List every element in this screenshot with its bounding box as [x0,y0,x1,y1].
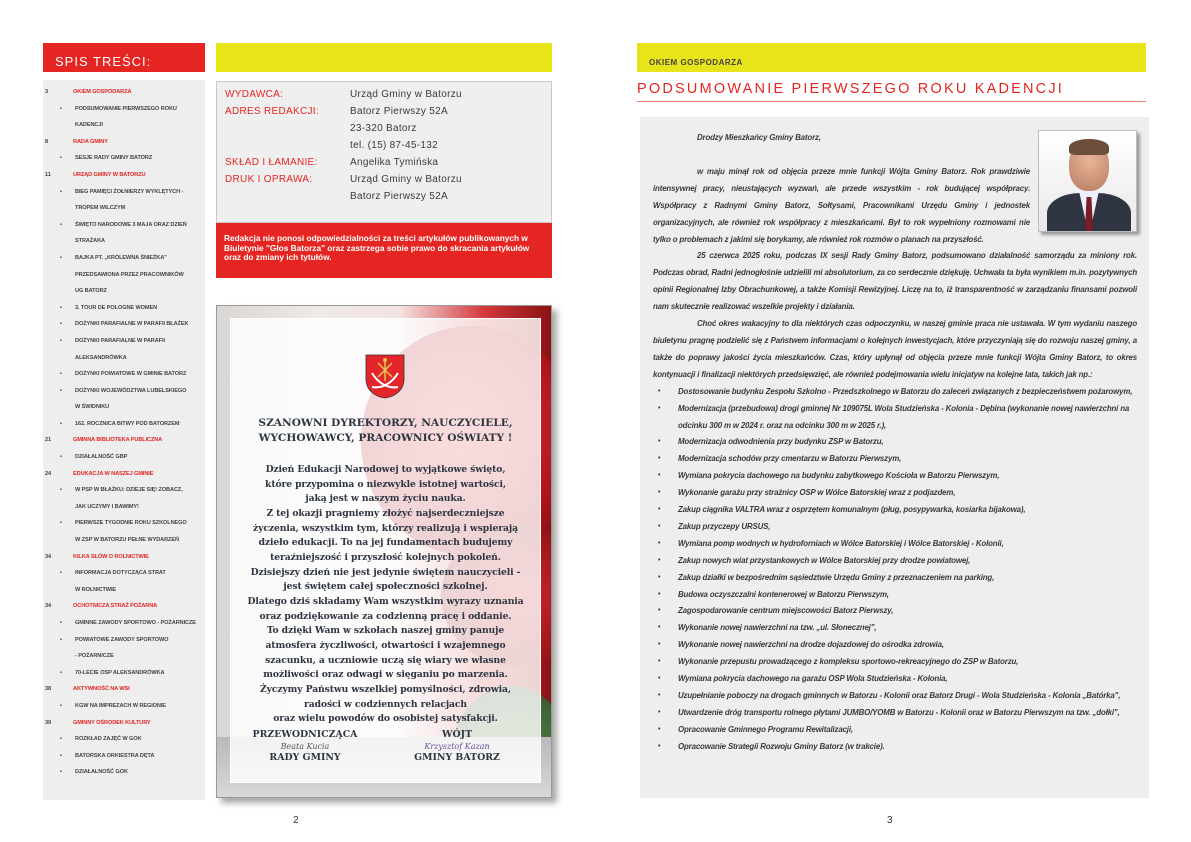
toc-item [43,399,205,416]
toc-section-title: OCHOTNICZA STRAŻ POŻARNA [73,603,158,610]
imprint-box [216,81,552,223]
toc-section-title: AKTYWNOŚĆ NA WSI [73,686,130,693]
page-number: 3 [887,815,893,826]
toc-item-text: KGW NA IMPREZACH W REGIONIE [75,702,166,709]
investment-list [650,384,1137,756]
list-item: • Wymiana pokrycia dachowego na garażu OSP Wola Studzieńska - Kolonia, [650,671,1137,688]
toc-item [43,698,205,715]
bullet-icon: • [60,570,62,577]
toc-item [43,200,205,217]
toc-item [43,565,205,582]
bullet-icon: • [60,752,62,759]
imprint-label: ADRES REDAKCJI: [225,106,319,117]
toc-item-text: GMINNE ZAWODY SPORTOWO - POŻARNICZE [75,620,196,626]
bullet-icon: • [60,702,62,709]
toc-item-text: ALEKSANDRÓWKA [75,354,127,361]
imprint-row [225,171,551,188]
toc-item-text: PRZEDSAWIONA PRZEZ PRACOWNIKÓW [75,271,184,278]
toc-section-title: OKIEM GOSPODARZA [73,89,132,95]
toc-item [43,217,205,234]
list-item: • Zakup nowych wiat przystankowych w Wólce Batorskiej przy drodze powiatowej, [650,553,1137,570]
list-item: • Uzupełnianie poboczy na drogach gminnych w Batorzu - Kolonii oraz Batorz Drugi - Wola Studzieńska - Kolonia „Batórka", [650,688,1137,705]
toc-section [43,134,205,151]
list-item: • Wykonanie garażu przy strażnicy OSP w Wólce Batorskiej wraz z podjazdem, [650,485,1137,502]
toc-item-text: - POŻARNICZE [75,653,114,660]
toc-item [43,665,205,682]
toc-page-number: 38 [45,686,52,693]
toc-item [43,582,205,599]
toc-item-text: INFORMACJA DOTYCZĄCA STRAT [75,570,166,577]
toc-item-text: BIEG PAMIĘCI ŻOŁNIERZY WYKLĘTYCH - [75,188,184,195]
toc-item-text: DZIAŁALNOŚĆ GBP [75,454,128,461]
imprint-value: Urząd Gminy w Batorzu [350,89,462,100]
list-item: • Dostosowanie budynku Zespołu Szkolno - Przedszkolnego w Batorzu do zaleceń związanych z bezpieczeństwem pożarowym, [650,384,1137,401]
imprint-value: Angelika Tymińska [350,157,439,168]
body-line: dzieło edukacji. To na jej fundamentach budujemy [258,537,513,549]
paragraph: Choć okres wakacyjny to dla niektórych czas odpoczynku, w naszej gminie praca nie ustawała. W tym wydaniu naszego biuletynu pragnę podzielić się z Państwem informacjami o kolejnych inwestycjach, które przyczyniają się do rozwoju naszej gminy, a także do poprawy jakości życia mieszkańców. Czas, który upłynął od objęcia przeze mnie funkcji Wójta Gminy Batorz, to okres kontynuacji i finalizacji niektórych przedsięwzięć, ale również podejmowania wielu inicjatyw na kolejne lata, takich jak np.: [653,319,1137,379]
toc-item [43,731,205,748]
imprint-row [225,86,551,103]
toc-item [43,283,205,300]
toc-page-number: 11 [45,171,51,178]
toc-item-text: BATORSKA ORKIESTRA DĘTA [75,752,155,759]
toc-item [43,350,205,367]
toc-item [43,233,205,250]
toc-item-text: PODSUMOWANIE PIERWSZEGO ROKU [75,105,177,112]
toc-section [43,715,205,732]
toc-item-text: 162. ROCZNICA BITWY POD BATORZEM [75,420,180,427]
signature: Beata Kucia [280,742,330,751]
list-item: • Utwardzenie dróg transportu rolnego płytami JUMBO/YOMB w Batorzu - Kolonii oraz w Batorzu Pierwszym na tzw. „dołki", [650,705,1137,722]
toc-item [43,615,205,632]
card-heading [231,416,540,446]
bullet-icon: • [60,669,62,676]
signature-mayor [387,729,527,764]
bullet-icon: • [60,254,62,261]
imprint-row [225,120,551,137]
imprint-value: tel. (15) 87-45-132 [350,140,438,151]
bullet-icon: • [60,636,62,643]
toc-item-text: STRAŻAKA [75,238,105,245]
body-line: oraz wielu powodów do osobistej satysfakcji. [273,713,498,725]
heading-line: SZANOWNI DYREKTORZY, NAUCZYCIELE, [258,417,513,429]
toc-item [43,366,205,383]
toc-item-text: ROZKŁAD ZAJĘĆ W GOK [75,736,142,743]
toc-item [43,515,205,532]
toc-item-text: DOŻYNKI PARAFIALNE W PARAFII BŁAŻEK [75,321,189,328]
toc-section [43,549,205,566]
bullet-icon: • [60,304,62,311]
body-line: oraz podziękowanie za codzienną pracę i oddanie. [259,610,512,622]
bullet-icon: • [60,620,62,626]
toc-page-number: 21 [45,437,52,444]
list-item: • Modernizacja (przebudowa) drogi gminnej Nr 109075L Wola Studzieńska - Kolonia - Dębina (wykonanie nowej nawierzchni na odcinku 300 m w 2024 r. oraz na odcinku 300 m w 2025 r.), [650,401,1137,435]
toc-item-text: ŚWIĘTO NARODOWE 3 MAJA ORAZ DZIEŃ [75,221,187,228]
sig-title: PRZEWODNICZĄCA [252,729,358,740]
toc-item [43,150,205,167]
toc-item-text: BAJKA PT. „KRÓLEWNA ŚNIEŻKA" [75,254,167,261]
toc-item-text: DOŻYNKI PARAFIALNE W PARAFII [75,337,165,344]
toc-section-title: GMINNA BIBLIOTEKA PUBLICZNA [73,437,163,444]
toc-item-text: POWIATOWE ZAWODY SPORTOWO [75,636,169,643]
toc-item-text: UG BATORZ [75,288,107,295]
toc-item-text: 3. TOUR DE POLOGNE WOMEN [75,304,158,311]
toc-section [43,598,205,615]
bullet-icon: • [60,420,62,427]
toc-item-text: DOŻYNKI POWIATOWE W GMINIE BATORZ [75,371,187,378]
toc-item [43,117,205,134]
list-item: • Wykonanie przepustu prowadzącego z kompleksu sportowo-rekreacyjnego do ZSP w Batorzu, [650,654,1137,671]
body-line: To dzięki Wam w szkołach naszej gminy panuje [266,625,505,637]
toc-item [43,383,205,400]
toc-section [43,167,205,184]
toc-item-text: DOŻYNKI WOJEWÓDZTWA LUBELSKIEGO [75,387,187,394]
bullet-icon: • [60,487,62,494]
list-item: • Zagospodarowanie centrum miejscowości Batorz Pierwszy, [650,603,1137,620]
body-line: jaką jest w naszym życiu nauka. [305,493,466,505]
body-line: teraźniejszość i przyszłość kolejnych pokoleń. [270,551,501,563]
toc-item [43,333,205,350]
bullet-icon: • [60,337,62,344]
toc-page-number: 8 [45,138,49,145]
toc-section [43,466,205,483]
list-item: • Opracowanie Gminnego Programu Rewitalizacji, [650,722,1137,739]
imprint-row [225,154,551,171]
list-item: • Zakup ciągnika VALTRA wraz z osprzętem komunalnym (pług, posypywarka, kosiarka bijakowa), [650,502,1137,519]
toc-item [43,532,205,549]
toc-section-title: RADA GMINY [73,138,108,145]
imprint-value: 23-320 Batorz [350,123,417,134]
body-line: atmosfera życzliwości, otwartości i wzajemnego [265,639,506,651]
list-item: • Modernizacja schodów przy cmentarzu w Batorzu Pierwszym, [650,451,1137,468]
list-item: • Wykonanie nowej nawierzchni na tzw. „ul. Słonecznej", [650,620,1137,637]
toc-item-text: W ZSP W BATORZU PEŁNE WYDARZEŃ [75,537,179,544]
toc-item [43,632,205,649]
article-title: PODSUMOWANIE PIERWSZEGO ROKU KADENCJI [637,80,1146,102]
body-line: szacunku, a uczniowie uczą się wiary we własne [265,654,506,666]
list-item: • Wykonanie nowej nawierzchni na drodze dojazdowej do ośrodka zdrowia, [650,637,1137,654]
list-item: • Budowa oczyszczalni kontenerowej w Batorzu Pierwszym, [650,587,1137,604]
header-bar [216,43,552,72]
card-panel [230,318,541,783]
toc-item [43,316,205,333]
toc-item-text: SESJE RADY GMINY BATORZ [75,155,153,162]
toc-item [43,416,205,433]
bullet-icon: • [60,321,62,328]
imprint-label: SKŁAD I ŁAMANIE: [225,157,318,168]
toc-section [43,432,205,449]
imprint-row [225,188,551,205]
imprint-label: WYDAWCA: [225,89,284,100]
bullet-icon: • [60,221,62,228]
toc-section-title: EDUKACJA W NASZEJ GMINIE [73,470,154,477]
toc-item-text: TROPEM WILCZYM [75,205,126,212]
signature-chair [235,729,375,764]
section-label: OKIEM GOSPODARZA [637,43,1146,72]
toc-section-title: KILKA SŁÓW O ROLNICTWIE [73,553,149,560]
imprint-row [225,137,551,154]
bullet-icon: • [60,371,62,378]
bullet-icon: • [60,769,62,776]
body-line: radości w codziennych relacjach [304,698,467,710]
body-line: jest świętem całej społeczności szkolnej. [283,581,488,593]
body-line: Z tej okazji pragniemy złożyć najserdeczniejsze [266,507,505,519]
toc-item-text: W ROLNICTWIE [75,586,117,593]
body-line: Życzymy Państwu wszelkiej pomyślności, zdrowia, [259,683,511,695]
toc-page-number: 3 [45,89,49,95]
toc-section [43,681,205,698]
bullet-icon: • [60,736,62,743]
sig-subtitle: RADY GMINY [269,752,341,763]
toc-item [43,449,205,466]
toc-item-text: DZIAŁALNOŚĆ GOK [75,769,128,776]
page-number: 2 [293,815,299,826]
bullet-icon: • [60,105,62,112]
body-line: Dzisiejszy dzień nie jest jedynie świętem nauczycieli - [250,566,521,578]
article-body [640,117,1149,798]
toc-item [43,764,205,781]
body-line: Dzień Edukacji Narodowej to wyjątkowe święto, [265,464,506,475]
toc-item-text: 70-LECIE OSP ALEKSANDRÓWKA [75,669,165,676]
toc-item-text: W ŚWIDNIKU [75,404,110,411]
paragraph: w maju minął rok od objęcia przeze mnie funkcji Wójta Gminy Batorz. Rok prawdziwie intensywnej pracy, nieustających wyzwań, ale przede wszystkim - rok budującej współpracy. Współpracy z Radnymi Gminy Batorz, Sołtysami, Pracownikami Urzędu Gminy i jednostek organizacyjnych, ale również rok współpracy z mieszkańcami. Był to rok wypełniony rozmowami nie tylko o problemach z jakimi się borykamy, ale również rok rozmów o planach na przyszłość. [653,166,1030,244]
disclaimer: Redakcja nie ponosi odpowiedzialności za treści artykułów publikowanych w Biuletynie "Głos Batorza" oraz zastrzega sobie prawo do skracania artykułów oraz do zmiany ich tytułów. [216,223,552,278]
toc-item [43,748,205,765]
toc-item [43,250,205,267]
toc-section-title: GMINNY OŚRODEK KULTURY [73,719,151,726]
imprint-value: Batorz Pierwszy 52A [350,191,448,202]
toc-section [43,84,205,101]
toc-item [43,101,205,118]
list-item: • Zakup przyczepy URSUS, [650,519,1137,536]
table-of-contents [43,80,205,800]
toc-item [43,300,205,317]
list-item: • Modernizacja odwodnienia przy budynku ZSP w Batorzu, [650,434,1137,451]
bullet-icon: • [60,188,62,195]
list-item: • Zakup działki w bezpośrednim sąsiedztwie Urzędu Gminy z przeznaczeniem na parking, [650,570,1137,587]
imprint-row [225,103,551,120]
bullet-icon: • [60,520,62,527]
toc-item [43,482,205,499]
body-line: możliwości oraz odwagi w sięganiu po marzenia. [263,669,508,681]
coat-of-arms-icon [364,353,406,399]
toc-item [43,648,205,665]
toc-page-number: 39 [45,719,52,726]
list-item: • Wymiana pomp wodnych w hydroforniach w Wólce Batorskiej i Wólce Batorskiej - Kolonii, [650,536,1137,553]
toc-section-title: URZĄD GMINY W BATORZU [73,171,146,178]
toc-item-text: JAK UCZYMY I BAWIMY! [75,503,139,510]
toc-item-text: W PSP W BŁAŻKU: DZIEJE SIĘ! ZOBACZ, [75,487,183,494]
toc-item [43,184,205,201]
toc-item [43,499,205,516]
sig-subtitle: GMINY BATORZ [414,752,500,763]
bullet-icon: • [60,387,62,394]
toc-title: SPIS TREŚCI: [43,43,205,72]
imprint-value: Urząd Gminy w Batorzu [350,174,462,185]
sig-title: WÓJT [441,729,473,740]
list-item: • Wymiana pokrycia dachowego na budynku zabytkowego Kościoła w Batorzu Pierwszym, [650,468,1137,485]
signature: Krzysztof Kazan [424,742,490,751]
toc-item-text: PIERWSZE TYGODNIE ROKU SZKOLNEGO [75,520,187,527]
toc-page-number: 34 [45,603,52,610]
imprint-value: Batorz Pierwszy 52A [350,106,448,117]
bullet-icon: • [60,155,62,162]
imprint-label: DRUK I OPRAWA: [225,174,313,185]
body-line: które przypomina o niezwykle istotnej wartości, [265,478,506,490]
toc-item [43,267,205,284]
greeting: Drodzy Mieszkańcy Gminy Batorz, [697,133,821,142]
bullet-icon: • [60,454,62,461]
toc-item-text: KADENCJI [75,122,103,129]
list-item: • Opracowanie Strategii Rozwoju Gminy Batorz (w trakcie). [650,739,1137,756]
card-body [231,463,540,727]
greeting-card [216,305,552,798]
mayor-photo [1038,130,1137,232]
toc-page-number: 34 [45,553,52,560]
body-line: życzenia, wszystkim tym, którzy realizują i wspierają [253,522,518,534]
paragraph: 25 czerwca 2025 roku, podczas IX sesji Rady Gminy Batorz, podsumowano działalność samorządu za miniony rok. Podczas obrad, Radni jednogłośnie udzielili mi absolutorium, za co serdecznie dziękuję. Uchwała ta była wynikiem m.in. pozytywnych opinii Regionalnej Izby Obrachunkowej, a także Komisji Rewizyjnej. Liczę na to, iż transparentność w zarządzaniu finansami pozwoli nam skutecznie realizować wszelkie projekty i działania. [653,251,1137,312]
toc-page-number: 24 [45,470,52,477]
heading-line: WYCHOWAWCY, PRACOWNICY OŚWIATY ! [258,432,513,444]
body-line: Dlatego dziś składamy Wam wszystkim wyrazy uznania [247,595,524,607]
